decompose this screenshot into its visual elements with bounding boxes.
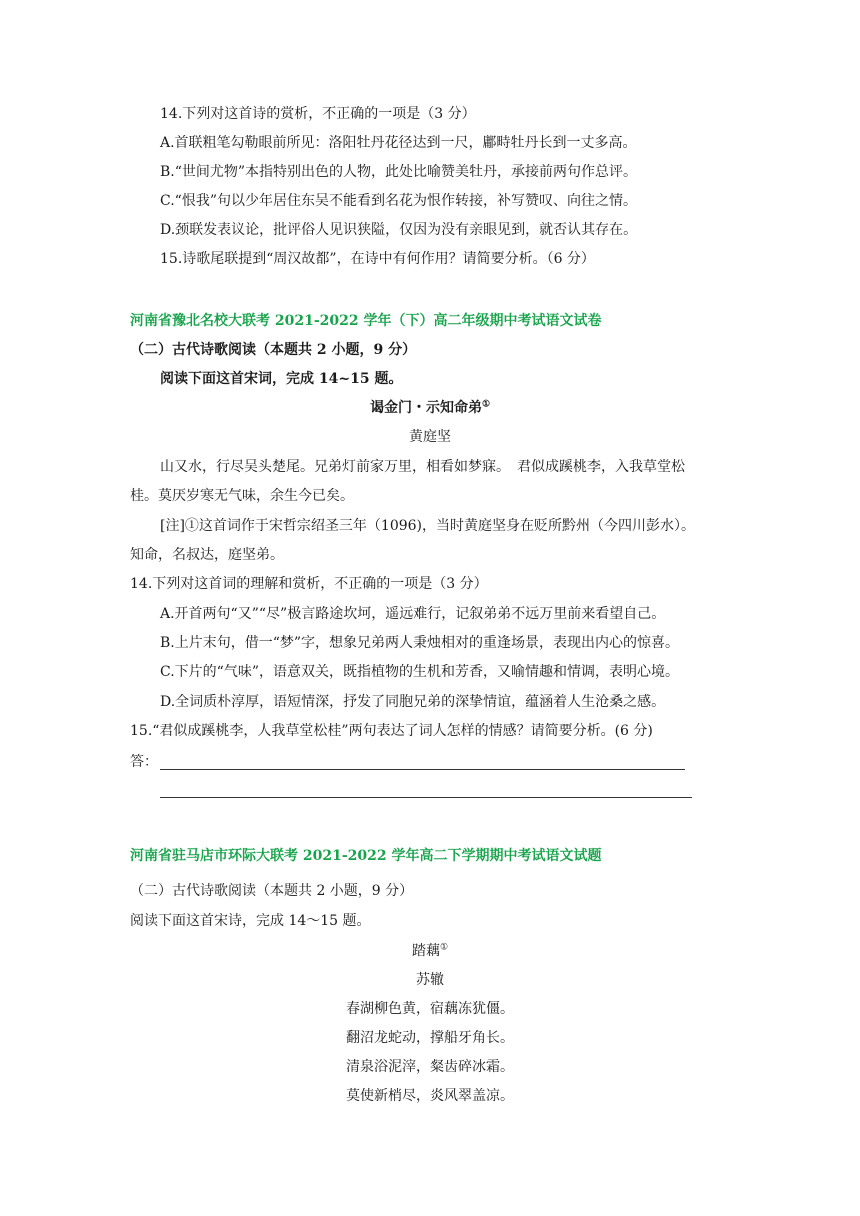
answer-label: 答： (130, 754, 158, 770)
option-c: C.“恨我”句以少年居住东吴不能看到名花为恨作转接，补写赞叹、向往之情。 (160, 193, 637, 209)
instruction: 阅读下面这首宋诗，完成 14～15 题。 (130, 913, 371, 929)
poem-line: 桂。莫厌岁寒无气味，余生今已矣。 (130, 488, 354, 504)
instruction: 阅读下面这首宋词，完成 14~15 题。 (160, 371, 403, 387)
poem-line: 翻沼龙蛇动，撑船牙角长。 (346, 1030, 514, 1046)
poem-author: 苏辙 (416, 972, 444, 988)
poem-line: 山又水，行尽吴头楚尾。兄弟灯前家万里，相看如梦寐。 君似成蹊桃李，入我草堂松 (160, 459, 685, 475)
answer-line (160, 769, 685, 770)
option-a: A.首联粗笔勾勒眼前所见：洛阳牡丹花径达到一尺，鄘畤牡丹长到一丈多高。 (160, 135, 637, 151)
question-14: 14.下列对这首词的理解和赏析，不正确的一项是（3 分） (130, 576, 488, 592)
poem-title: 谒金门・示知命弟① (369, 399, 491, 416)
option-a: A.开首两句“又”“尽”极言路途坎坷，遥远难行，记叙弟弟不远万里前来看望自己。 (160, 606, 666, 622)
question-14: 14.下列对这首诗的赏析，不正确的一项是（3 分） (160, 106, 476, 122)
option-b: B.上片末句，借一“梦”字，想象兄弟两人秉烛相对的重逢场景，表现出内心的惊喜。 (160, 635, 680, 651)
option-d: D.全词质朴淳厚，语短情深，抒发了同胞兄弟的深挚情谊，蕴涵着人生沧桑之感。 (160, 694, 666, 710)
section-heading: （二）古代诗歌阅读（本题共 2 小题，9 分） (130, 342, 417, 358)
annotation: 知命，名叔达，庭坚弟。 (130, 547, 284, 563)
source-title: 河南省豫北名校大联考 2021-2022 学年（下）高二年级期中考试语文试卷 (130, 313, 602, 329)
poem-line: 春湖柳色黄，宿藕冻犹僵。 (346, 1001, 514, 1017)
annotation: [注]①这首词作于宋哲宗绍圣三年（1096)，当时黄庭坚身在贬所黔州（今四川彭水）。 (160, 518, 696, 534)
option-b: B.“世间尤物”本指特别出色的人物，此处比喻赞美牡丹，承接前两句作总评。 (160, 164, 638, 180)
option-d: D.颈联发表议论，批评俗人见识狭隘，仅因为没有亲眼见到，就否认其存在。 (160, 222, 638, 238)
option-c: C.下片的“气味”，语意双关，既指植物的生机和芳香，又喻情趣和情调，表明心境。 (160, 664, 679, 680)
answer-line (160, 797, 692, 798)
poem-line: 清泉浴泥滓，粲齿碎冰霜。 (346, 1059, 514, 1075)
poem-title: 踏藕① (411, 942, 449, 959)
source-title: 河南省驻马店市环际大联考 2021-2022 学年高二下学期期中考试语文试题 (130, 848, 602, 864)
question-15: 15.诗歌尾联提到“周汉故都”，在诗中有何作用？请简要分析。（6 分） (160, 251, 595, 267)
poem-author: 黄庭坚 (409, 429, 451, 445)
poem-line: 莫使新梢尽，炎风翠盖凉。 (346, 1088, 514, 1104)
section-heading: （二）古代诗歌阅读（本题共 2 小题，9 分） (130, 883, 414, 899)
question-15: 15.“君似成蹊桃李，人我草堂松桂”两句表达了词人怎样的情感？请简要分析。(6 分) (130, 723, 653, 739)
